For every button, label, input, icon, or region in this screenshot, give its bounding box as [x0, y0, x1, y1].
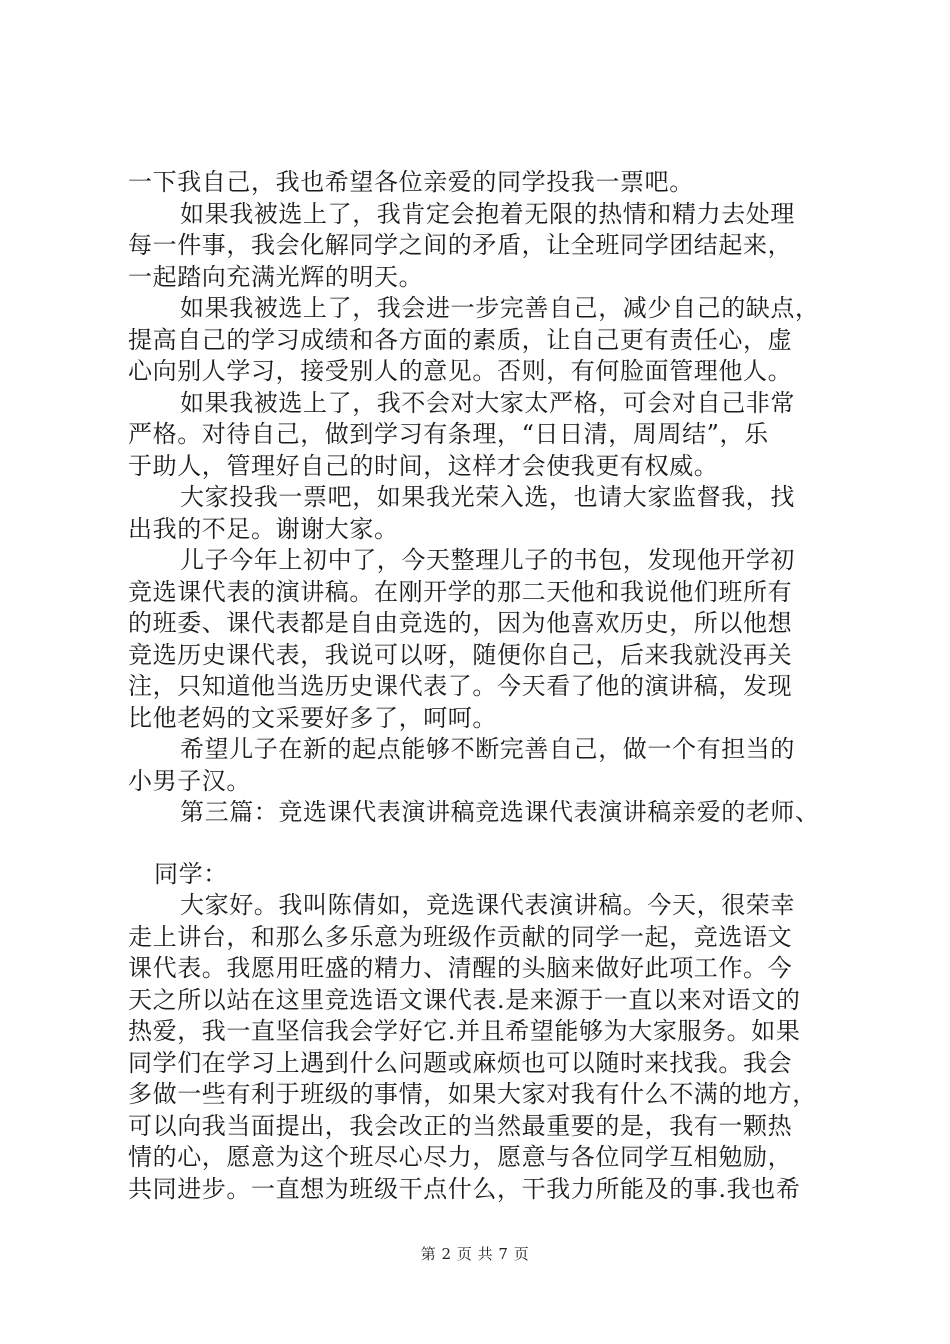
text-line: 一起踏向充满光辉的明天。 — [128, 262, 424, 291]
text-line: 同学们在学习上遇到什么问题或麻烦也可以随时来找我。我会 — [128, 1048, 793, 1077]
text-line: 课代表。我愿用旺盛的精力、清醒的头脑来做好此项工作。今 — [128, 954, 793, 982]
text-line: 如果我被选上了，我会进一步完善自己，减少自己的缺点， — [180, 294, 820, 322]
text-line: 一下我自己，我也希望各位亲爱的同学投我一票吧。 — [128, 168, 694, 196]
text-line: 如果我被选上了，我不会对大家太严格，可会对自己非常 — [180, 388, 795, 417]
text-line: 多做一些有利于班级的事情，如果大家对我有什么不满的地方， — [128, 1080, 817, 1108]
text-line: 大家好。我叫陈倩如，竞选课代表演讲稿。今天，很荣幸 — [180, 891, 795, 919]
text-line: 走上讲台，和那么多乐意为班级作贡献的同学一起，竞选语文 — [128, 922, 793, 951]
text-line: 可以向我当面提出，我会改正的当然最重要的是，我有一颗热 — [128, 1111, 793, 1140]
document-body — [128, 167, 844, 1205]
text-line: 情的心，愿意为这个班尽心尽力，愿意与各位同学互相勉励， — [128, 1143, 793, 1171]
text-line: 希望儿子在新的起点能够不断完善自己，做一个有担当的 — [180, 735, 795, 763]
text-line: 竞选历史课代表，我说可以呀，随便你自己，后来我就没再关 — [128, 640, 793, 669]
text-line: 每一件事，我会化解同学之间的矛盾，让全班同学团结起来， — [128, 231, 793, 259]
text-line: 于助人，管理好自己的时间，这样才会使我更有权威。 — [128, 451, 719, 480]
text-line: 比他老妈的文采要好多了，呵呵。 — [128, 703, 497, 732]
text-line: 热爱，我一直坚信我会学好它.并且希望能够为大家服务。如果 — [128, 1017, 801, 1045]
text-line: 儿子今年上初中了，今天整理儿子的书包，发现他开学初 — [180, 546, 795, 574]
text-line: 提高自己的学习成绩和各方面的素质，让自己更有责任心，虚 — [128, 325, 793, 354]
text-line: 出我的不足。谢谢大家。 — [128, 514, 399, 543]
text-line: 严格。对待自己，做到学习有条理，“日日清，周周结”，乐 — [128, 420, 769, 448]
text-line: 竞选课代表的演讲稿。在刚开学的那二天他和我说他们班所有 — [128, 577, 793, 606]
section-heading: 第三篇：竞选课代表演讲稿竞选课代表演讲稿亲爱的老师、 — [180, 798, 820, 826]
page-number-footer: 第 2 页 共 7 页 — [420, 1245, 530, 1263]
salutation: 同学： — [154, 859, 228, 888]
text-line: 小男子汉。 — [128, 766, 251, 795]
text-line: 注，只知道他当选历史课代表了。今天看了他的演讲稿，发现 — [128, 672, 793, 700]
text-line: 天之所以站在这里竞选语文课代表.是来源于一直以来对语文的 — [128, 985, 801, 1014]
text-line: 心向别人学习，接受别人的意见。否则，有何脸面管理他人。 — [128, 357, 793, 385]
text-line: 的班委、课代表都是自由竞选的，因为他喜欢历史，所以他想 — [128, 609, 793, 637]
text-line: 大家投我一票吧，如果我光荣入选，也请大家监督我，找 — [180, 483, 795, 511]
text-line: 如果我被选上了，我肯定会抱着无限的热情和精力去处理 — [180, 199, 795, 228]
text-line: 共同进步。一直想为班级干点什么，干我力所能及的事.我也希 — [128, 1174, 801, 1203]
